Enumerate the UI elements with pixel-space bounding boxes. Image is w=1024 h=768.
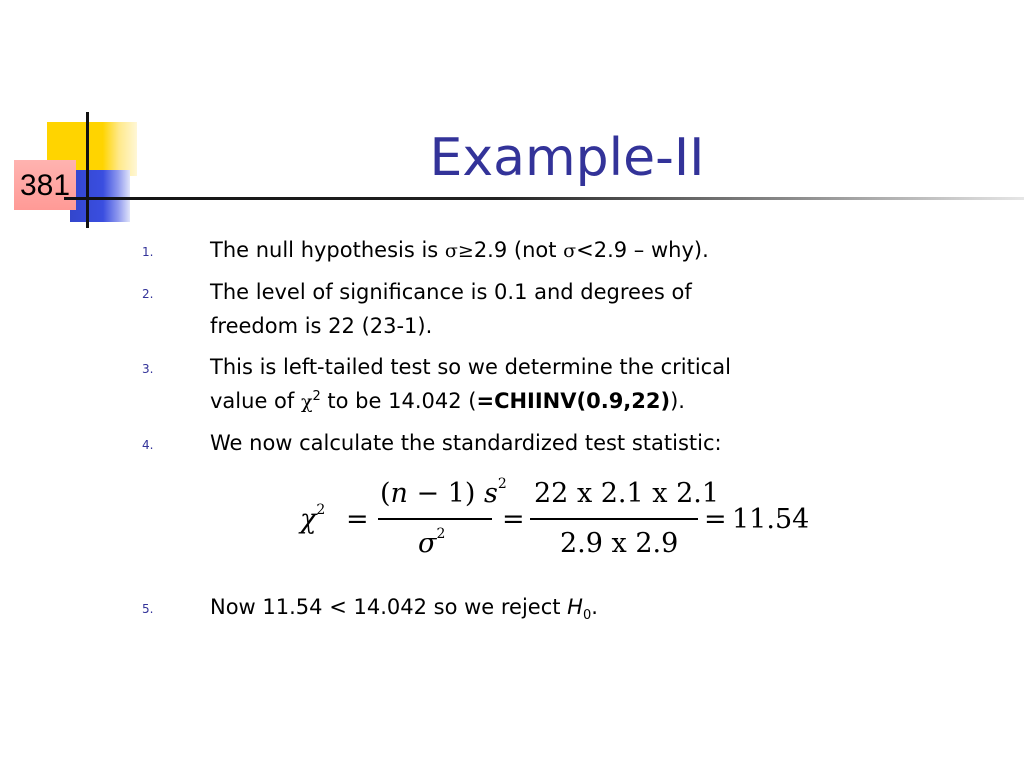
formula-chi bbox=[300, 504, 325, 535]
item-text: 2.9 (not bbox=[473, 238, 564, 262]
item-text: <2.9 – why). bbox=[576, 238, 709, 262]
slide-title: Example-II bbox=[429, 128, 705, 188]
list-item-5 bbox=[142, 590, 910, 624]
item-line bbox=[210, 384, 910, 419]
sigma-symbol: σ bbox=[418, 528, 437, 559]
list-number: 3. bbox=[142, 362, 154, 376]
chi-square-formula bbox=[298, 470, 818, 570]
item-text: ). bbox=[670, 389, 685, 413]
item-text: freedom is 22 (23-1). bbox=[210, 314, 433, 338]
slide-number: 381 bbox=[19, 169, 71, 202]
superscript: 2 bbox=[316, 502, 326, 518]
sigma-geq-symbol: σ≥ bbox=[444, 240, 474, 262]
excel-formula: =CHIINV(0.9,22) bbox=[476, 389, 671, 413]
list-number: 5. bbox=[142, 602, 154, 616]
chi-symbol: χ bbox=[300, 391, 313, 413]
item-text: H bbox=[567, 595, 583, 619]
list-item-1 bbox=[142, 233, 910, 268]
title-underline bbox=[64, 197, 1024, 200]
list-number: 1. bbox=[142, 245, 154, 259]
item-text: value of bbox=[210, 389, 301, 413]
formula-text: n bbox=[390, 478, 408, 509]
list-item-2 bbox=[142, 275, 910, 343]
superscript: 2 bbox=[312, 389, 321, 404]
numerator-2: 22 x 2.1 x 2.1 bbox=[534, 478, 720, 509]
vertical-rule bbox=[86, 112, 89, 228]
equals-sign: = bbox=[502, 504, 525, 535]
formula-text: − 1) bbox=[407, 478, 485, 509]
list-number: 4. bbox=[142, 438, 154, 452]
subscript: 0 bbox=[582, 608, 592, 624]
denominator-1 bbox=[418, 528, 445, 559]
denominator-2: 2.9 x 2.9 bbox=[560, 528, 679, 559]
item-text: to be 14.042 ( bbox=[320, 389, 477, 413]
sigma-symbol: σ bbox=[563, 240, 577, 262]
chi-symbol: χ bbox=[300, 504, 317, 535]
item-text: The null hypothesis is bbox=[210, 238, 445, 262]
formula-text: s bbox=[484, 478, 498, 509]
blue-square-decoration bbox=[70, 170, 130, 222]
superscript: 2 bbox=[497, 476, 507, 492]
item-text: . bbox=[591, 595, 598, 619]
item-text: This is left-tailed test so we determine the critical bbox=[210, 355, 731, 379]
equals-sign: = bbox=[704, 504, 727, 535]
fraction-bar-2 bbox=[530, 518, 698, 520]
list-item-4 bbox=[142, 426, 910, 460]
superscript: 2 bbox=[436, 526, 446, 542]
formula-result: 11.54 bbox=[732, 504, 810, 535]
item-text: Now 11.54 < 14.042 so we reject bbox=[210, 595, 568, 619]
equals-sign: = bbox=[346, 504, 369, 535]
list-item-3 bbox=[142, 350, 910, 419]
item-text: The level of significance is 0.1 and degrees of bbox=[210, 280, 692, 304]
numerator-1 bbox=[380, 478, 507, 509]
formula-text: ( bbox=[380, 478, 391, 509]
item-text: We now calculate the standardized test statistic: bbox=[210, 431, 722, 455]
list-number: 2. bbox=[142, 287, 154, 301]
fraction-bar-1 bbox=[378, 518, 492, 520]
